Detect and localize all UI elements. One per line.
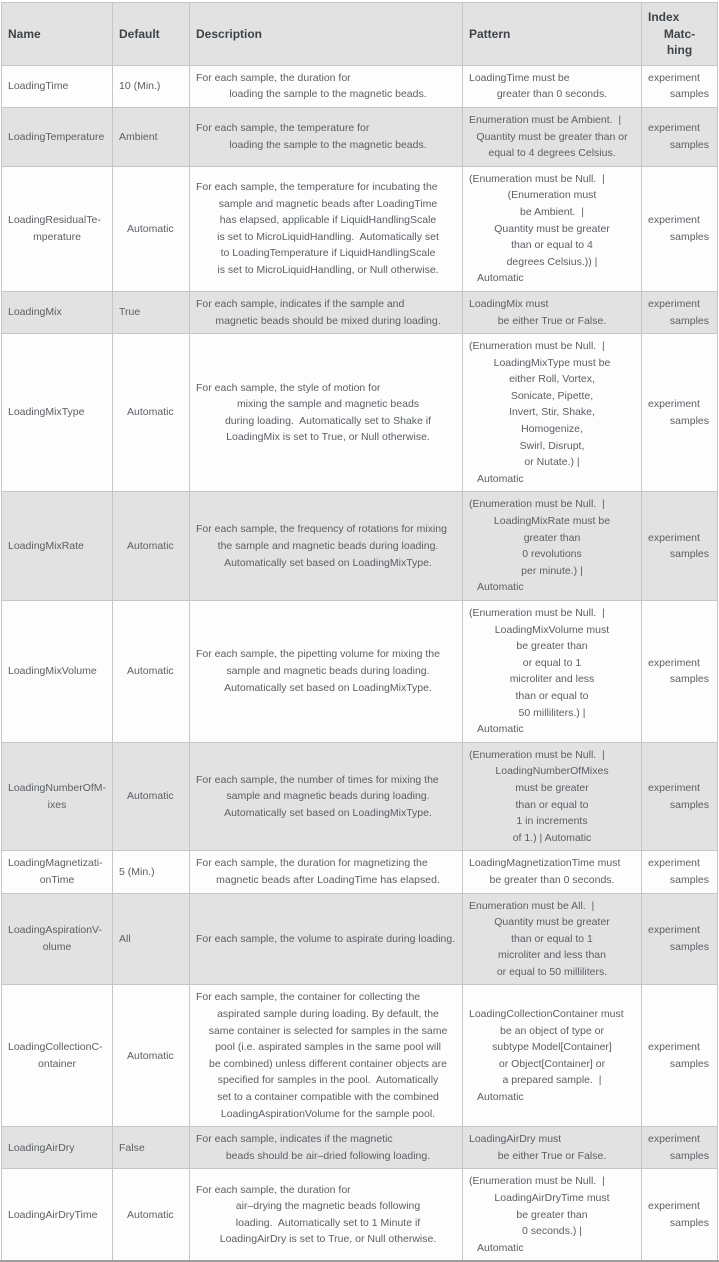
default-cell [112, 334, 189, 491]
pattern-line: (Enumeration must be Null. | [469, 172, 605, 185]
name-line: LoadingMix [8, 306, 62, 319]
index-cell [641, 108, 717, 166]
default-line: Automatic [127, 790, 174, 803]
description-line: sample and magnetic beads during loading. [226, 665, 430, 678]
description-line: is set to MicroLiquidHandling, or Null otherwise. [217, 264, 439, 277]
table-row [2, 107, 717, 166]
description-line: loading the sample to the magnetic beads. [229, 138, 427, 151]
pattern-cell [462, 3, 641, 65]
description-line: For each sample, the style of motion for [196, 381, 381, 394]
name-cell [2, 985, 112, 1126]
description-line: For each sample, the pipetting volume for mixing the [196, 648, 440, 661]
index-line: experiment [648, 531, 700, 544]
index-line: experiment [648, 924, 700, 937]
description-line: same container is selected for samples in the same [208, 1024, 448, 1037]
pattern-line: microliter and less [509, 673, 595, 686]
default-line: Automatic [127, 1208, 174, 1221]
default-cell [112, 743, 189, 851]
name-line: olume [42, 940, 72, 953]
pattern-line: a prepared sample. | [502, 1074, 602, 1087]
description-cell [189, 292, 462, 333]
name-cell [2, 601, 112, 742]
description-line: Automatically set based on LoadingMixType. [224, 806, 432, 819]
pattern-line: be either True or False. [497, 1149, 607, 1162]
default-line: Automatic [127, 539, 174, 552]
name-cell [2, 108, 112, 166]
index-cell [641, 601, 717, 742]
description-line: to LoadingTemperature if LiquidHandlingScale [220, 247, 436, 260]
index-line: samples [669, 230, 709, 243]
table-row [2, 166, 717, 291]
default-cell [112, 985, 189, 1126]
description-line: air–drying the magnetic beads following [235, 1200, 421, 1213]
description-line: magnetic beads should be mixed during loading. [215, 314, 441, 327]
name-line: Name [8, 26, 41, 41]
description-cell [189, 894, 462, 985]
table-row [2, 893, 717, 985]
pattern-line: (Enumeration must be Null. | [469, 1175, 605, 1188]
table-row [2, 333, 717, 491]
table-row [2, 65, 717, 107]
table-row [2, 984, 717, 1126]
pattern-line: than or equal to 1 [511, 932, 593, 945]
pattern-line: LoadingMixRate must be [493, 515, 611, 528]
description-line: LoadingAspirationVolume for the sample pool. [220, 1107, 436, 1120]
pattern-line: subtype Model[Container] [492, 1041, 612, 1054]
table-header-row [2, 3, 717, 65]
pattern-cell [462, 851, 641, 892]
index-cell [641, 66, 717, 107]
default-line: All [119, 932, 131, 945]
pattern-cell [462, 985, 641, 1126]
description-line: For each sample, indicates if the sample and [196, 297, 405, 310]
pattern-line: or Object[Container] or [498, 1057, 606, 1070]
pattern-line: LoadingNumberOfMixes [495, 765, 609, 778]
pattern-line: per minute.) | [521, 564, 583, 577]
pattern-line: (Enumeration must be Null. | [469, 498, 605, 511]
description-line: during loading. Automatically set to Shake if [224, 414, 432, 427]
pattern-line: than or equal to [515, 798, 589, 811]
pattern-line: than or equal to [515, 689, 589, 702]
name-cell [2, 1169, 112, 1260]
description-cell [189, 851, 462, 892]
index-cell [641, 167, 717, 291]
index-line: samples [669, 798, 709, 811]
index-line: samples [669, 940, 709, 953]
default-line: False [119, 1141, 145, 1154]
index-cell [641, 492, 717, 600]
pattern-line: degrees Celsius.)) | [506, 255, 598, 268]
default-cell [112, 492, 189, 600]
index-line: samples [669, 673, 709, 686]
index-cell [641, 851, 717, 892]
pattern-cell [462, 492, 641, 600]
description-line: For each sample, indicates if the magnetic [196, 1133, 393, 1146]
pattern-line: Automatic [477, 472, 524, 485]
name-cell [2, 851, 112, 892]
description-line: pool (i.e. aspirated samples in the same pool will [215, 1041, 441, 1054]
pattern-cell [462, 292, 641, 333]
default-line: 5 (Min.) [119, 865, 155, 878]
index-line: experiment [648, 1041, 700, 1054]
description-line: is set to MicroLiquidHandling. Automatically set [217, 230, 439, 243]
pattern-line: be Ambient. | [519, 205, 584, 218]
index-line: Index [648, 10, 680, 24]
pattern-cell [462, 601, 641, 742]
pattern-line: LoadingMagnetizationTime must [469, 857, 621, 870]
default-cell [112, 601, 189, 742]
pattern-line: be either True or False. [497, 314, 607, 327]
pattern-line: LoadingMixVolume must [494, 623, 610, 636]
name-cell [2, 743, 112, 851]
pattern-line: be greater than [516, 640, 588, 653]
description-line: For each sample, the temperature for incubating the [196, 181, 438, 194]
index-line: experiment [648, 781, 700, 794]
description-cell [189, 492, 462, 600]
description-cell [189, 66, 462, 107]
index-line: experiment [648, 656, 700, 669]
pattern-line: (Enumeration must be Null. | [469, 607, 605, 619]
pattern-line: must be greater [515, 781, 589, 794]
pattern-line: or equal to 1 [522, 656, 582, 669]
default-cell [112, 292, 189, 333]
pattern-line: be an object of type or [500, 1024, 604, 1037]
name-cell [2, 1127, 112, 1168]
default-line: 10 (Min.) [119, 80, 161, 93]
default-cell [112, 3, 189, 65]
pattern-line: LoadingMixType must be [493, 356, 611, 369]
index-cell [641, 1127, 717, 1168]
default-cell [112, 851, 189, 892]
name-line: ixes [47, 798, 67, 811]
pattern-line: Homogenize, [521, 423, 583, 436]
description-line: For each sample, the volume to aspirate during loading. [196, 932, 456, 945]
pattern-line: Quantity must be greater [494, 916, 610, 929]
description-line: the sample and magnetic beads during loading. [217, 539, 439, 552]
pattern-line: or Nutate.) | [524, 456, 580, 469]
index-cell [641, 3, 717, 65]
index-line: samples [669, 1216, 709, 1229]
description-line: For each sample, the duration for [196, 1183, 351, 1196]
description-line: beads should be air–dried following loading. [225, 1149, 431, 1162]
default-line: Default [119, 26, 160, 41]
pattern-line: Automatic [477, 581, 524, 594]
description-line: aspirated sample during loading. By default, the [217, 1008, 439, 1021]
index-line: samples [669, 314, 709, 327]
description-line: For each sample, the container for collecting the [196, 991, 421, 1004]
index-cell [641, 1169, 717, 1260]
name-line: ontainer [38, 1057, 76, 1070]
pattern-line: 1 in increments [516, 815, 588, 828]
description-line: mixing the sample and magnetic beads [236, 398, 420, 411]
index-line: samples [669, 873, 709, 886]
default-line: True [119, 306, 141, 319]
index-cell [641, 985, 717, 1126]
index-line: experiment [648, 214, 700, 227]
description-line: specified for samples in the pool. Automatically [217, 1074, 439, 1087]
default-line: Ambient [119, 130, 158, 143]
default-cell [112, 1127, 189, 1168]
pattern-line: 0 revolutions [522, 548, 582, 561]
description-cell [189, 743, 462, 851]
name-cell [2, 894, 112, 985]
pattern-line: Quantity must be greater [494, 222, 610, 235]
default-cell [112, 108, 189, 166]
description-cell [189, 1127, 462, 1168]
name-line: LoadingTime [8, 80, 69, 93]
pattern-line: Automatic [477, 723, 524, 736]
table-row [2, 291, 717, 333]
index-cell [641, 743, 717, 851]
pattern-line: Invert, Stir, Shake, [509, 406, 595, 419]
description-line: For each sample, the number of times for mixing the [196, 773, 439, 786]
name-line: mperature [33, 230, 81, 243]
pattern-line: greater than 0 seconds. [496, 88, 608, 101]
default-cell [112, 894, 189, 985]
pattern-line: 0 seconds.) | [522, 1225, 582, 1238]
index-line: experiment [648, 297, 700, 310]
pattern-line: LoadingAirDry must [469, 1133, 562, 1146]
description-line: sample and magnetic beads after LoadingTime [218, 197, 438, 210]
description-line: LoadingAirDry is set to True, or Null otherwise. [219, 1233, 437, 1246]
index-line: samples [669, 138, 709, 151]
pattern-cell [462, 1127, 641, 1168]
pattern-line: either Roll, Vortex, [509, 373, 595, 386]
pattern-line: (Enumeration must be Null. | [469, 748, 605, 761]
description-line: be combined) unless different container objects are [209, 1057, 447, 1070]
pattern-line: than or equal to 4 [511, 239, 593, 252]
name-cell [2, 167, 112, 291]
pattern-line: 50 milliliters.) | [518, 706, 586, 719]
pattern-line: be greater than [516, 1208, 588, 1221]
pattern-line: (Enumeration must [507, 189, 597, 202]
pattern-line: be greater than 0 seconds. [489, 873, 615, 886]
pattern-line: of 1.) | Automatic [512, 831, 592, 844]
pattern-line: (Enumeration must be Null. | [469, 340, 605, 353]
pattern-line: Sonicate, Pipette, [510, 389, 594, 402]
name-line: LoadingCollectionC- [8, 1041, 103, 1054]
name-line: LoadingMagnetizati- [8, 857, 103, 870]
table-row [2, 491, 717, 600]
description-line: LoadingMix is set to True, or Null otherwise. [226, 431, 430, 444]
name-line: LoadingMixVolume [8, 665, 97, 678]
pattern-cell [462, 66, 641, 107]
name-line: LoadingNumberOfM- [8, 781, 107, 794]
pattern-line: microliter and less than [498, 949, 606, 962]
description-cell [189, 167, 462, 291]
description-cell [189, 601, 462, 742]
index-line: experiment [648, 1133, 700, 1146]
index-line: experiment [648, 857, 700, 870]
description-line: Automatically set based on LoadingMixType. [224, 681, 432, 694]
pattern-line: Automatic [477, 272, 524, 285]
table-row [2, 600, 717, 742]
description-cell [189, 1169, 462, 1260]
pattern-line: or equal to 50 milliliters. [496, 965, 608, 978]
description-cell [189, 334, 462, 491]
index-cell [641, 292, 717, 333]
index-line: Matc- [663, 26, 696, 41]
description-line: has elapsed, applicable if LiquidHandlingScale [219, 214, 437, 227]
description-line: loading. Automatically set to 1 Minute if [235, 1216, 421, 1229]
description-cell [189, 108, 462, 166]
pattern-line: Swirl, Disrupt, [519, 439, 585, 452]
default-line: Automatic [127, 222, 174, 235]
description-line: For each sample, the temperature for [196, 122, 370, 135]
pattern-line: LoadingMix must [469, 297, 549, 310]
description-cell [189, 985, 462, 1126]
name-cell [2, 334, 112, 491]
pattern-line: equal to 4 degrees Celsius. [488, 147, 616, 160]
default-line: Automatic [127, 1049, 174, 1062]
name-line: LoadingMixRate [8, 539, 84, 552]
pattern-line: LoadingCollectionContainer must [469, 1008, 624, 1021]
name-cell [2, 492, 112, 600]
name-line: LoadingAirDryTime [8, 1208, 98, 1221]
index-line: experiment [648, 398, 700, 411]
name-line: LoadingResidualTe- [8, 214, 101, 227]
description-line: loading the sample to the magnetic beads. [229, 88, 427, 101]
default-cell [112, 1169, 189, 1260]
name-cell [2, 3, 112, 65]
table-row [2, 742, 717, 851]
index-line: samples [669, 1149, 709, 1162]
default-line: Automatic [127, 665, 174, 678]
name-cell [2, 292, 112, 333]
pattern-line: Enumeration must be All. | [469, 899, 595, 912]
table-row [2, 850, 717, 892]
name-line: LoadingAspirationV- [8, 924, 102, 937]
pattern-line: Automatic [477, 1091, 524, 1104]
index-line: experiment [648, 1200, 700, 1213]
index-line: hing [666, 43, 693, 58]
name-line: LoadingMixType [8, 406, 85, 419]
description-line: Automatically set based on LoadingMixType. [224, 556, 432, 569]
pattern-line: Pattern [469, 26, 511, 41]
index-line: samples [669, 414, 709, 427]
index-line: experiment [648, 122, 700, 135]
pattern-cell [462, 743, 641, 851]
table-row [2, 1126, 717, 1168]
pattern-line: Automatic [477, 1241, 524, 1254]
pattern-cell [462, 894, 641, 985]
index-line: samples [669, 548, 709, 561]
pattern-cell [462, 167, 641, 291]
index-line: experiment [648, 71, 700, 84]
pattern-cell [462, 334, 641, 491]
name-cell [2, 66, 112, 107]
default-line: Automatic [127, 406, 174, 419]
pattern-line: Quantity must be greater than or [476, 130, 628, 143]
index-cell [641, 334, 717, 491]
index-line: samples [669, 1057, 709, 1070]
index-cell [641, 894, 717, 985]
default-cell [112, 167, 189, 291]
description-line: Description [196, 26, 263, 41]
pattern-line: LoadingAirDryTime must [494, 1192, 610, 1204]
pattern-line: LoadingTime must be [469, 71, 570, 84]
description-line: sample and magnetic beads during loading. [226, 790, 430, 803]
pattern-cell [462, 1169, 641, 1260]
description-line: magnetic beads after LoadingTime has elapsed. [216, 873, 440, 886]
description-cell [189, 3, 462, 65]
description-line: For each sample, the frequency of rotations for mixing [196, 523, 447, 536]
pattern-line: greater than [523, 531, 581, 544]
description-line: For each sample, the duration for [196, 71, 351, 84]
options-table [1, 2, 718, 1260]
table-row [2, 1168, 717, 1260]
name-line: LoadingAirDry [8, 1141, 75, 1154]
default-cell [112, 66, 189, 107]
description-line: For each sample, the duration for magnetizing the [196, 857, 428, 870]
index-line: samples [669, 88, 709, 101]
pattern-line: Enumeration must be Ambient. | [469, 113, 622, 126]
name-line: LoadingTemperature [8, 130, 105, 143]
description-line: set to a container compatible with the combined [217, 1091, 439, 1104]
name-line: onTime [39, 873, 75, 886]
pattern-cell [462, 108, 641, 166]
